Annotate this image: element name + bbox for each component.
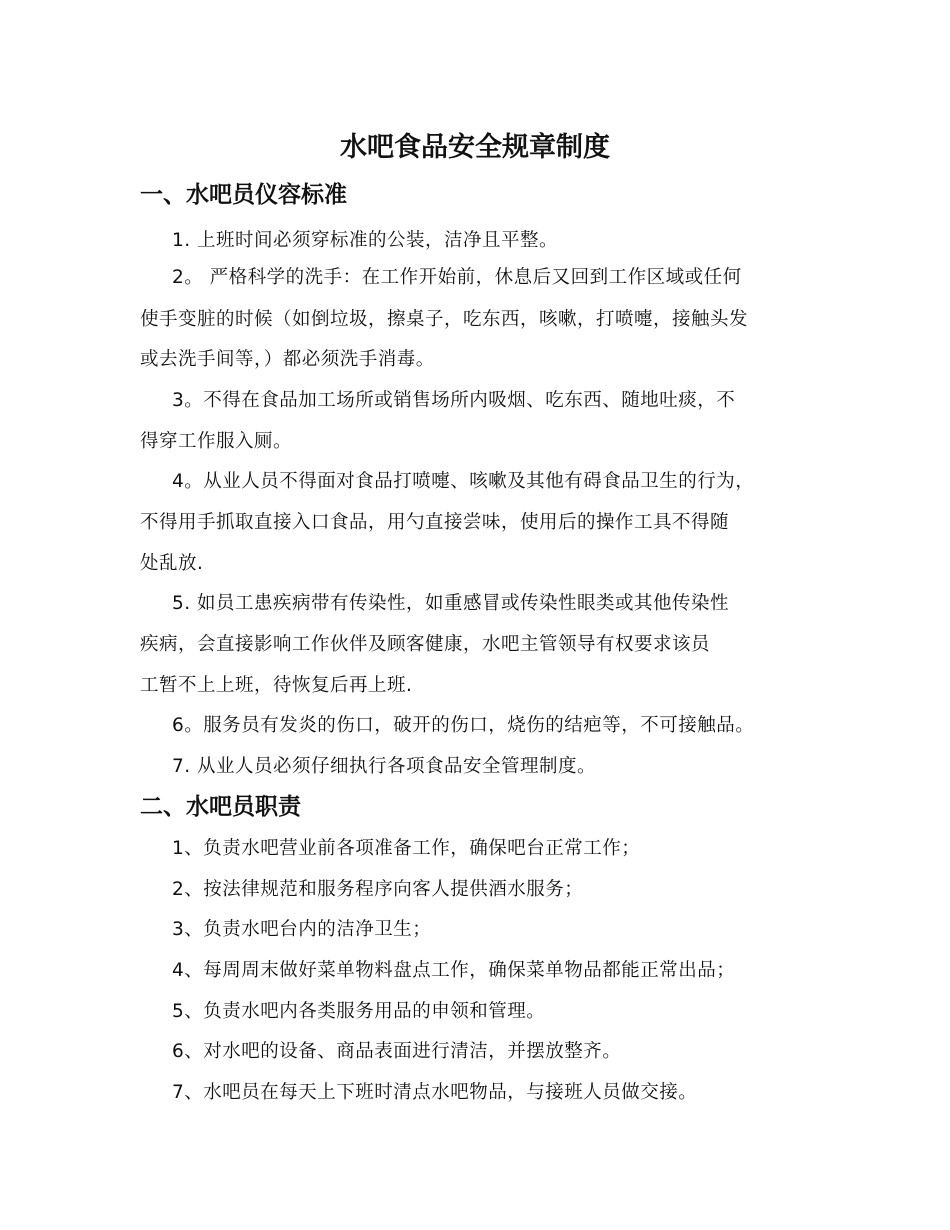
- duty-item: 6、对水吧的设备、商品表面进行清洁，并摆放整齐。: [172, 1041, 622, 1062]
- paragraph-line: 4。从业人员不得面对食品打喷嚏、咳嗽及其他有碍食品卫生的行为，: [172, 471, 755, 492]
- paragraph-line: 工暂不上上班，待恢复后再上班.: [140, 675, 413, 696]
- duty-item: 5、负责水吧内各类服务用品的申领和管理。: [172, 1001, 546, 1022]
- document-title: 水吧食品安全规章制度: [340, 132, 610, 163]
- paragraph-line: 1. 上班时间必须穿标准的公装，洁净且平整。: [172, 230, 559, 251]
- section-heading-duties: 二、水吧员职责: [140, 794, 301, 820]
- duty-item: 3、负责水吧台内的洁净卫生；: [172, 919, 432, 940]
- section-heading-appearance: 一、水吧员仪容标准: [140, 182, 347, 208]
- paragraph-line: 7. 从业人员必须仔细执行各项食品安全管理制度。: [172, 756, 597, 777]
- paragraph-line: 疾病，会直接影响工作伙伴及顾客健康，水吧主管领导有权要求该员: [140, 634, 711, 655]
- duty-item: 2、按法律规范和服务程序向客人提供酒水服务；: [172, 879, 584, 900]
- paragraph-line: 使手变脏的时候（如倒垃圾，擦桌子，吃东西，咳嗽，打喷嚏，接触头发: [140, 309, 749, 330]
- duty-item: 7、水吧员在每天上下班时清点水吧物品，与接班人员做交接。: [172, 1082, 698, 1103]
- paragraph-line: 6。服务员有发炎的伤口，破开的伤口，烧伤的结疤等，不可接触品。: [172, 715, 755, 736]
- paragraph-line: 5. 如员工患疾病带有传染性，如重感冒或传染性眼类或其他传染性: [172, 593, 730, 614]
- paragraph-line: 2。 严格科学的洗手：在工作开始前，休息后又回到工作区域或任何: [172, 267, 742, 288]
- paragraph-line: 3。不得在食品加工场所或销售场所内吸烟、吃东西、随地吐痰，不: [172, 390, 736, 411]
- paragraph-line: 或去洗手间等，）都必须洗手消毒。: [140, 349, 435, 370]
- duty-item: 1、负责水吧营业前各项准备工作，确保吧台正常工作；: [172, 838, 641, 859]
- paragraph-line: 处乱放.: [140, 553, 204, 574]
- paragraph-line: 得穿工作服入厕。: [140, 431, 293, 452]
- duty-item: 4、每周周末做好菜单物料盘点工作，确保菜单物品都能正常出品；: [172, 960, 736, 981]
- paragraph-line: 不得用手抓取直接入口食品，用勺直接尝味，使用后的操作工具不得随: [140, 512, 730, 533]
